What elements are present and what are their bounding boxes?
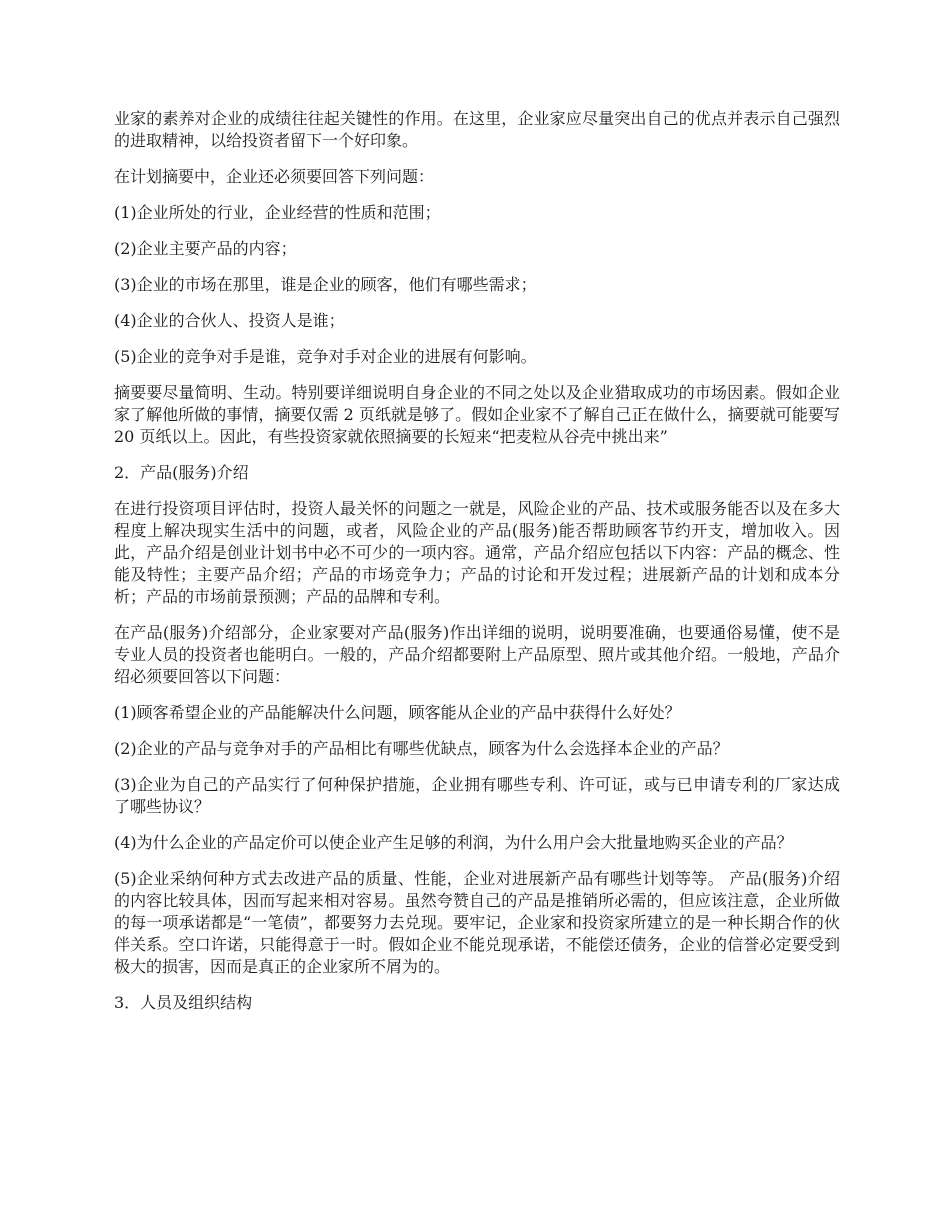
document-page — [114, 108, 840, 1028]
list-item-product-question-2: (2)企业的产品与竞争对手的产品相比有哪些优缺点，顾客为什么会选择本企业的产品？ — [114, 739, 729, 758]
list-item-question-3: (3)企业的市场在那里，谁是企业的顾客，他们有哪些需求； — [114, 275, 537, 294]
section-heading-personnel: 3．人员及组织结构 — [114, 993, 253, 1012]
section-heading-product-intro: 2．产品(服务)介绍 — [114, 463, 249, 482]
list-item-question-4: (4)企业的合伙人、投资人是谁； — [114, 311, 345, 330]
paragraph-summary-questions-intro: 在计划摘要中，企业还必须要回答下列问题： — [114, 167, 435, 186]
paragraph-intro-continued: 业家的素养对企业的成绩往往起关键性的作用。在这里，企业家应尽量突出自己的优点并表示自己强烈的进取精神，以给投资者留下一个好印象。 — [114, 109, 840, 150]
list-item-product-question-3: (3)企业为自己的产品实行了何种保护措施，企业拥有哪些专利、许可证，或与已申请专利的厂家达成了哪些协议？ — [114, 775, 840, 816]
list-item-question-5: (5)企业的竞争对手是谁，竞争对手对企业的进展有何影响。 — [114, 347, 537, 366]
list-item-question-1: (1)企业所处的行业，企业经营的性质和范围； — [114, 203, 441, 222]
paragraph-product-description: 在产品(服务)介绍部分，企业家要对产品(服务)作出详细的说明，说明要准确，也要通俗易懂，使不是专业人员的投资者也能明白。一般的，产品介绍都要附上产品原型、照片或其他介绍。一般地，产品介绍必须要回答以下问题： — [114, 623, 840, 686]
list-item-product-question-4: (4)为什么企业的产品定价可以使企业产生足够的利润，为什么用户会大批量地购买企业的产品？ — [114, 833, 793, 852]
list-item-product-question-5: (5)企业采纳何种方式去改进产品的质量、性能，企业对进展新产品有哪些计划等等。 产品(服务)介绍的内容比较具体，因而写起来相对容易。虽然夸赞自己的产品是推销所必需的，但应该注意，企业所做的每一项承诺都是“一笔债”，都要努力去兑现。要牢记，企业家和投资家所建立的是一种长期合作的伙伴关系。空口许诺，只能得意于一时。假如企业不能兑现承诺，不能偿还债务，企业的信誉必定要受到极大的损害，因而是真正的企业家所不屑为的。 — [114, 869, 840, 976]
paragraph-product-evaluation: 在进行投资项目评估时，投资人最关怀的问题之一就是，风险企业的产品、技术或服务能否以及在多大程度上解决现实生活中的问题，或者，风险企业的产品(服务)能否帮助顾客节约开支，增加收入。因此，产品介绍是创业计划书中必不可少的一项内容。通常，产品介绍应包括以下内容：产品的概念、性能及特性；主要产品介绍；产品的市场竞争力；产品的讨论和开发过程；进展新产品的计划和成本分析；产品的市场前景预测；产品的品牌和专利。 — [114, 499, 840, 606]
paragraph-summary-advice: 摘要要尽量简明、生动。特别要详细说明自身企业的不同之处以及企业猎取成功的市场因素。假如企业家了解他所做的事情，摘要仅需 2 页纸就是够了。假如企业家不了解自己正在做什么，摘要就可能要写 20 页纸以上。因此，有些投资家就依照摘要的长短来“把麦粒从谷壳中挑出来” — [114, 383, 840, 446]
list-item-product-question-1: (1)顾客希望企业的产品能解决什么问题，顾客能从企业的产品中获得什么好处？ — [114, 703, 681, 722]
list-item-question-2: (2)企业主要产品的内容； — [114, 239, 297, 258]
